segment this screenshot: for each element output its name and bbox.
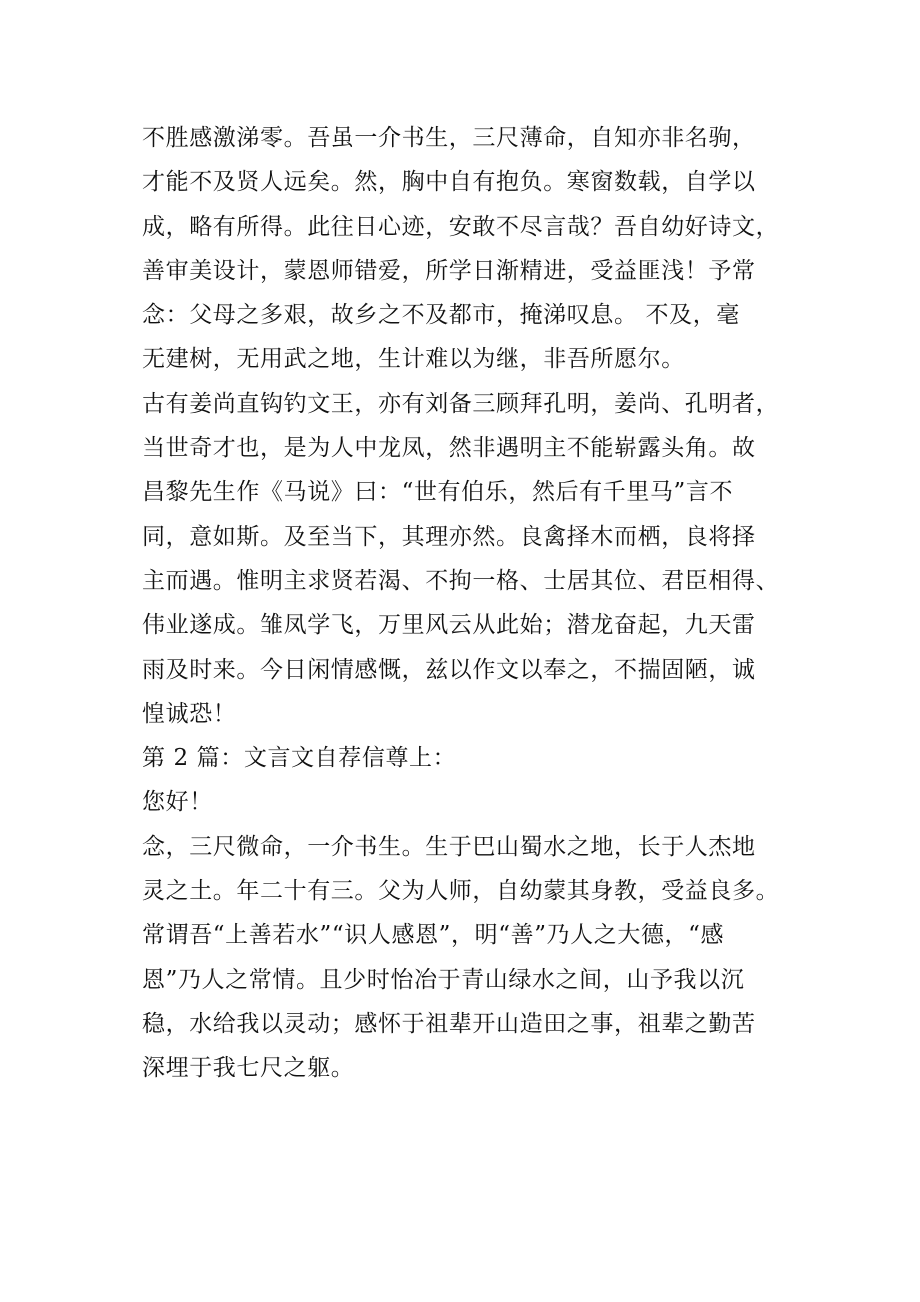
text-line: 善审美设计，蒙恩师错爱，所学日渐精进，受益匪浅！予常	[142, 257, 756, 284]
text-line: 雨及时来。今日闲情感慨，兹以作文以奉之，不揣固陋，诚	[142, 656, 756, 683]
text-line: 恩”乃人之常情。且少时怡冶于青山绿水之间，山予我以沉	[142, 966, 745, 993]
paragraph-3	[142, 825, 802, 1091]
text-line: 无建树，无用武之地，生计难以为继，非吾所愿尔。	[142, 346, 685, 373]
paragraph-2	[142, 382, 802, 736]
text-line: 稳，水给我以灵动；感怀于祖辈开山造田之事，祖辈之勤苦	[142, 1010, 756, 1037]
section-heading	[142, 736, 802, 780]
text-line: 昌黎先生作《马说》曰：“世有伯乐，然后有千里马”言不	[142, 479, 734, 506]
text-line: 念：父母之多艰，故乡之不及都市，掩涕叹息。 不及，毫	[142, 302, 740, 329]
text-line: 常谓吾“上善若水”“识人感恩”，明“善”乃人之大德，“感	[142, 922, 725, 949]
greeting	[142, 780, 802, 824]
text-line: 深埋于我七尺之躯。	[142, 1055, 355, 1082]
document-body	[142, 116, 802, 1091]
paragraph-1	[142, 116, 802, 382]
text-line: 伟业遂成。雏凤学飞，万里风云从此始；潜龙奋起，九天雷	[142, 612, 756, 639]
text-line: 灵之土。年二十有三。父为人师，自幼蒙其身教，受益良多。	[142, 878, 780, 905]
greeting-line: 您好！	[142, 789, 213, 816]
text-line: 念，三尺微命，一介书生。生于巴山蜀水之地，长于人杰地	[142, 833, 756, 860]
text-line: 当世奇才也，是为人中龙凤，然非遇明主不能崭露头角。故	[142, 435, 756, 462]
text-line: 成，略有所得。此往日心迹，安敢不尽言哉？吾自幼好诗文，	[142, 213, 780, 240]
heading-line: 第 2 篇：文言文自荐信尊上：	[142, 745, 457, 772]
text-line: 惶诚恐！	[142, 700, 237, 727]
text-line: 才能不及贤人远矣。然，胸中自有抱负。寒窗数载，自学以	[142, 169, 756, 196]
text-line: 同，意如斯。及至当下，其理亦然。良禽择木而栖，良将择	[142, 523, 756, 550]
text-line: 主而遇。惟明主求贤若渴、不拘一格、士居其位、君臣相得、	[142, 567, 780, 594]
text-line: 古有姜尚直钩钓文王，亦有刘备三顾拜孔明，姜尚、孔明者，	[142, 390, 780, 417]
text-line: 不胜感激涕零。吾虽一介书生，三尺薄命，自知亦非名驹，	[142, 125, 756, 151]
